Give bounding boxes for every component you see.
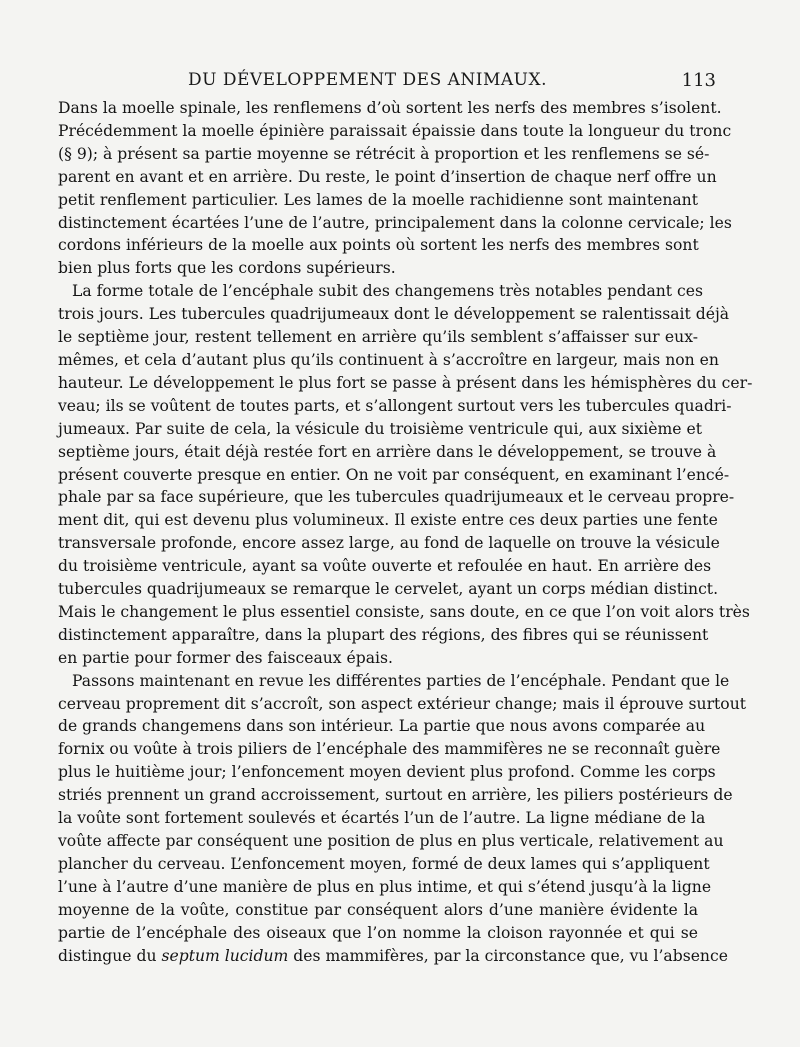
text-line: Mais le changement le plus essentiel consiste, sans doute, en ce que l’on voit alors très [58, 602, 750, 621]
text-line: du troisième ventricule, ayant sa voûte ouverte et refoulée en haut. En arrière des [58, 557, 712, 576]
text-line: (§ 9); à présent sa partie moyenne se rétrécit à proportion et les renflemens se sé- [58, 144, 710, 163]
text-line: cordons inférieurs de la moelle aux points où sortent les nerfs des membres sont [58, 236, 699, 255]
paragraph-2 [58, 280, 753, 669]
text-line: Précédemment la moelle épinière paraissait épaissie dans toute la longueur du tronc [58, 121, 732, 140]
running-title: DU DÉVELOPPEMENT DES ANIMAUX. [188, 70, 548, 90]
text-line: petit renflement particulier. Les lames de la moelle rachidienne sont maintenant [58, 190, 698, 209]
text-line: mêmes, et cela d’autant plus qu’ils continuent à s’accroître en largeur, mais non en [58, 350, 719, 369]
text-line: présent couverte presque en entier. On ne voit par conséquent, en examinant l’encé- [58, 465, 730, 484]
page-header [122, 66, 716, 96]
text-line: ment dit, qui est devenu plus volumineux. Il existe entre ces deux parties une fente [58, 511, 718, 530]
text-line: transversale profonde, encore assez large, au fond de laquelle on trouve la vésicule [58, 534, 720, 553]
body-text [58, 97, 753, 967]
text-line: le septième jour, restent tellement en arrière qu’ils semblent s’affaisser sur eux- [58, 328, 698, 347]
text-line: La forme totale de l’encéphale subit des changemens très notables pendant ces [72, 282, 703, 301]
text-line: phale par sa face supérieure, que les tubercules quadrijumeaux et le cerveau propre- [58, 488, 735, 507]
text-line: distinctement écartées l’une de l’autre, principalement dans la colonne cervicale; les [58, 213, 732, 232]
text-line: plancher du cerveau. L’enfoncement moyen, formé de deux lames qui s’appliquent [58, 854, 710, 873]
italic-term: septum lucidum [161, 946, 289, 965]
paragraph-3 [58, 670, 746, 968]
text-line-with-italic [58, 945, 728, 968]
text-line: Passons maintenant en revue les différentes parties de l’encéphale. Pendant que le [72, 671, 730, 690]
text-line: jumeaux. Par suite de cela, la vésicule du troisième ventricule qui, aux sixième et [58, 419, 702, 438]
text-line: trois jours. Les tubercules quadrijumeaux dont le développement se ralentissait déjà [58, 305, 730, 324]
text-line: veau; ils se voûtent de toutes parts, et s’allongent surtout vers les tubercules quadri- [58, 396, 732, 415]
text-line: parent en avant et en arrière. Du reste, le point d’insertion de chaque nerf offre un [58, 167, 717, 186]
text-segment: des mammifères, par la circonstance que, vu l’absence [293, 946, 728, 965]
text-line: hauteur. Le développement le plus fort se passe à présent dans les hémisphères du cer- [58, 373, 753, 392]
text-line: moyenne de la voûte, constitue par conséquent alors d’une manière évidente la [58, 900, 698, 919]
page-number: 113 [681, 70, 716, 91]
text-line: l’une à l’autre d’une manière de plus en plus intime, et qui s’étend jusqu’à la ligne [58, 877, 712, 896]
text-line: fornix ou voûte à trois piliers de l’encéphale des mammifères ne se reconnaît guère [58, 740, 721, 759]
text-line: de grands changemens dans son intérieur. La partie que nous avons comparée au [58, 717, 706, 736]
text-line: plus le huitième jour; l’enfoncement moyen devient plus profond. Comme les corps [58, 763, 716, 782]
text-line: Dans la moelle spinale, les renflemens d’où sortent les nerfs des membres s’isolent. [58, 99, 722, 117]
text-line: partie de l’encéphale des oiseaux que l’on nomme la cloison rayonnée et qui se [58, 923, 698, 942]
text-line: tubercules quadrijumeaux se remarque le cervelet, ayant un corps médian distinct. [58, 580, 719, 599]
text-line: distinctement apparaître, dans la plupart des régions, des fibres qui se réunissent [58, 625, 709, 644]
text-segment: distingue du [58, 946, 157, 965]
text-line: cerveau proprement dit s’accroît, son aspect extérieur change; mais il éprouve surtout [58, 694, 746, 713]
paragraph-1 [58, 97, 732, 280]
text-line: bien plus forts que les cordons supérieurs. [58, 259, 396, 278]
text-line: septième jours, était déjà restée fort en arrière dans le développement, se trouve à [58, 442, 717, 461]
text-line: en partie pour former des faisceaux épais. [58, 648, 393, 667]
text-line: voûte affecte par conséquent une position de plus en plus verticale, relativement au [58, 832, 724, 850]
text-line: striés prennent un grand accroissement, surtout en arrière, les piliers postérieurs de [58, 786, 733, 805]
text-line: la voûte sont fortement soulevés et écartés l’un de l’autre. La ligne médiane de la [58, 809, 706, 828]
